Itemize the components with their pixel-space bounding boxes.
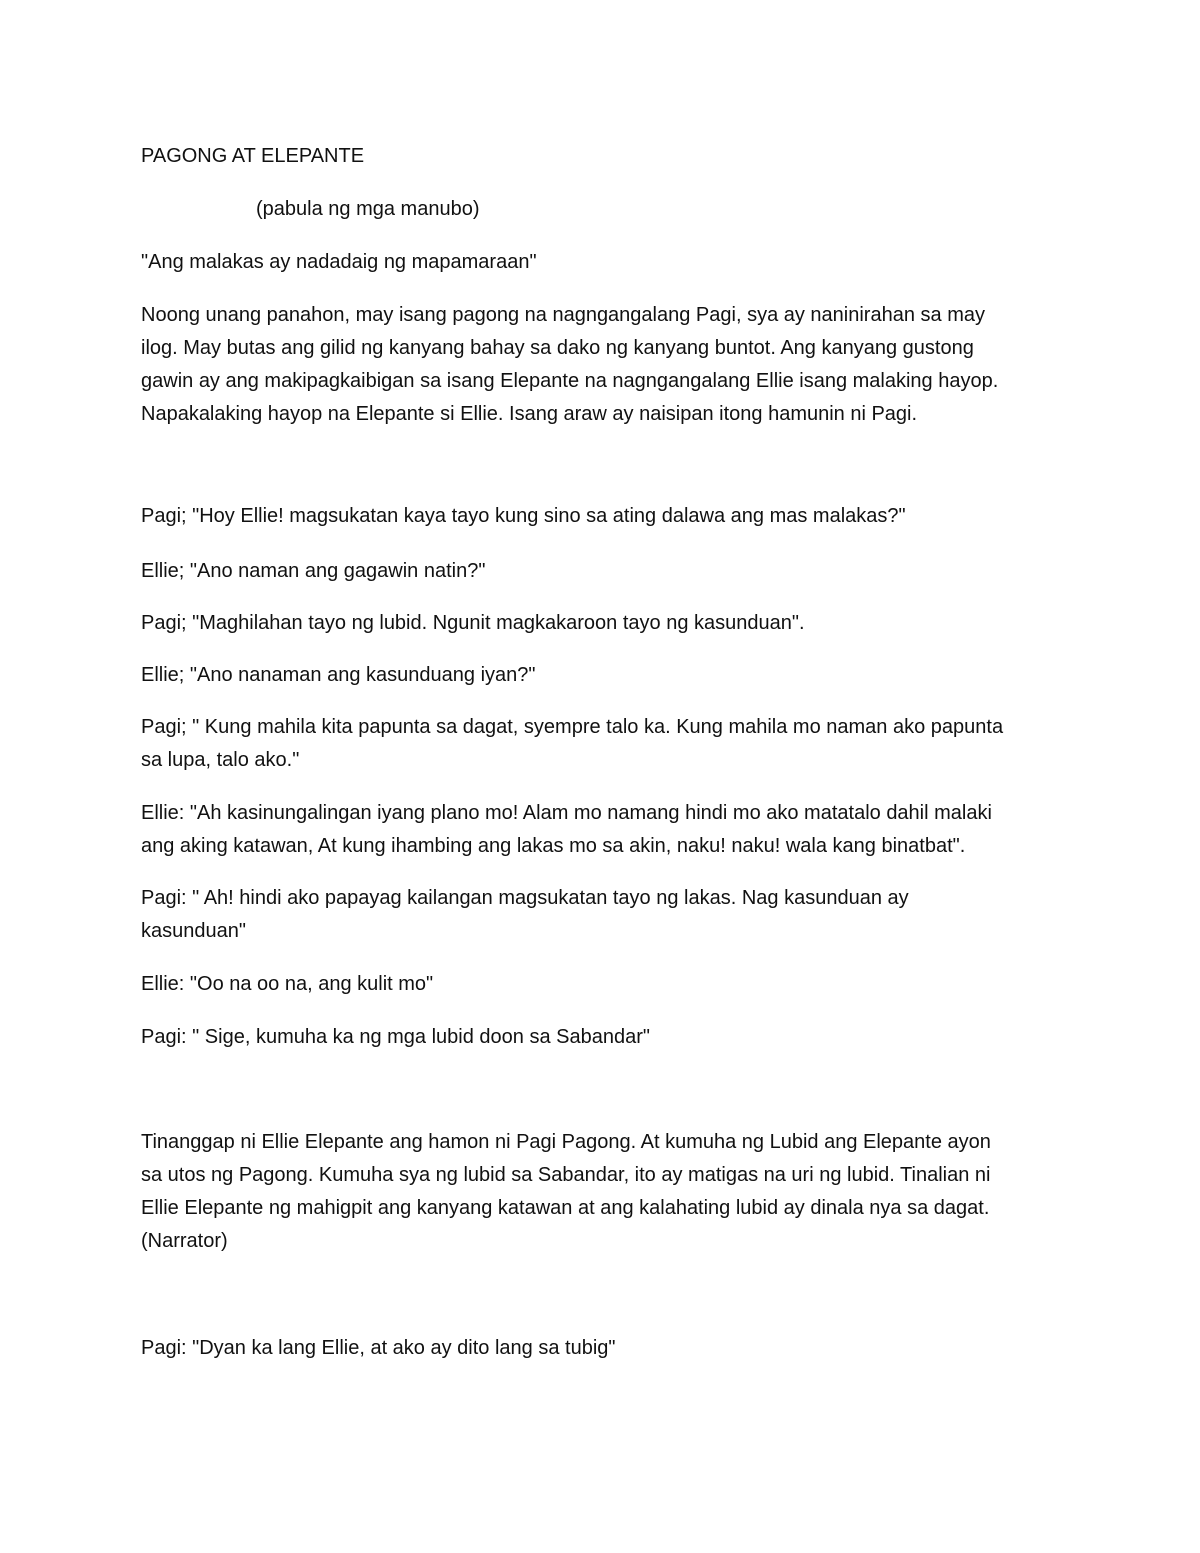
dialogue-paragraph xyxy=(141,797,1071,863)
narration-line: sa utos ng Pagong. Kumuha sya ng lubid sa Sabandar, ito ay matigas na uri ng lubid. Tinalian ni xyxy=(141,1164,991,1186)
narration-line: Tinanggap ni Ellie Elepante ang hamon ni Pagi Pagong. At kumuha ng Lubid ang Elepante ayon xyxy=(141,1131,991,1153)
dialogue-paragraph xyxy=(141,882,1071,948)
document-title: PAGONG AT ELEPANTE xyxy=(141,145,365,167)
intro-paragraph xyxy=(141,299,1071,431)
dialogue-line: Ellie; "Ano nanaman ang kasunduang iyan?" xyxy=(141,664,536,686)
intro-line: gawin ay ang makipagkaibigan sa isang Elepante na nagngangalang Ellie isang malaking hayop. xyxy=(141,370,999,392)
narration-line: (Narrator) xyxy=(141,1230,228,1252)
dialogue-line: Pagi: " Sige, kumuha ka ng mga lubid doon sa Sabandar" xyxy=(141,1026,650,1048)
dialogue-line: kasunduan" xyxy=(141,920,246,942)
intro-line: ilog. May butas ang gilid ng kanyang bahay sa dako ng kanyang buntot. Ang kanyang gustong xyxy=(141,337,974,359)
dialogue-line: Pagi; " Kung mahila kita papunta sa dagat, syempre talo ka. Kung mahila mo naman ako papunta xyxy=(141,716,1004,738)
dialogue-line: Ellie: "Ah kasinungalingan iyang plano mo! Alam mo namang hindi mo ako matatalo dahil malaki xyxy=(141,802,992,824)
dialogue-line: ang aking katawan, At kung ihambing ang lakas mo sa akin, naku! naku! wala kang binatbat". xyxy=(141,835,966,857)
dialogue-line: sa lupa, talo ako." xyxy=(141,749,300,771)
dialogue-line: Pagi; "Hoy Ellie! magsukatan kaya tayo kung sino sa ating dalawa ang mas malakas?" xyxy=(141,505,906,527)
intro-line: Napakalaking hayop na Elepante si Ellie. Isang araw ay naisipan itong hamunin ni Pagi. xyxy=(141,403,918,425)
narration-line: Ellie Elepante ng mahigpit ang kanyang katawan at ang kalahating lubid ay dinala nya sa dagat. xyxy=(141,1197,990,1219)
document-subtitle: (pabula ng mga manubo) xyxy=(256,198,480,220)
dialogue-paragraph xyxy=(141,711,1071,777)
final-dialogue-line: Pagi: "Dyan ka lang Ellie, at ako ay dito lang sa tubig" xyxy=(141,1337,616,1359)
dialogue-line: Pagi: " Ah! hindi ako papayag kailangan magsukatan tayo ng lakas. Nag kasunduan ay xyxy=(141,887,909,909)
epigraph: "Ang malakas ay nadadaig ng mapamaraan" xyxy=(141,251,537,273)
dialogue-line: Pagi; "Maghilahan tayo ng lubid. Ngunit magkakaroon tayo ng kasunduan". xyxy=(141,612,805,634)
narration-paragraph xyxy=(141,1126,1071,1258)
dialogue-line: Ellie: "Oo na oo na, ang kulit mo" xyxy=(141,973,434,995)
intro-line: Noong unang panahon, may isang pagong na nagngangalang Pagi, sya ay naninirahan sa may xyxy=(141,304,985,326)
dialogue-line: Ellie; "Ano naman ang gagawin natin?" xyxy=(141,560,486,582)
